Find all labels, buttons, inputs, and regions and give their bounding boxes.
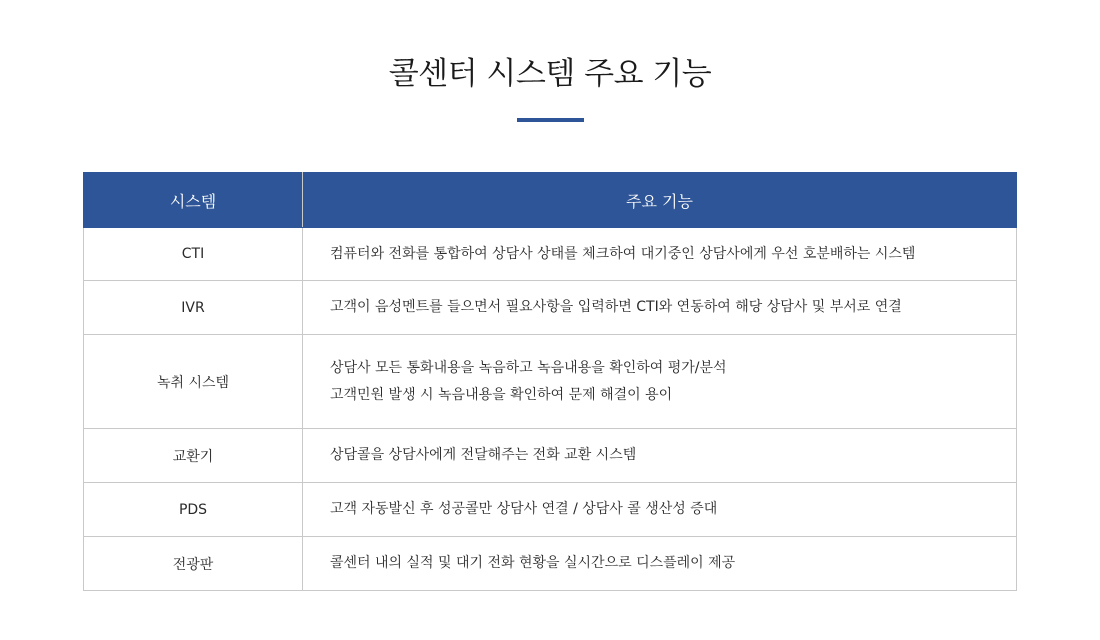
table-row [84,537,1017,591]
system-name-cell: PDS [84,483,303,537]
table-header-row [84,173,1017,228]
feature-cell [303,429,1017,483]
feature-cell [303,281,1017,335]
header-features: 주요 기능 [303,173,1017,228]
feature-cell [303,335,1017,429]
feature-text: 고객 자동발신 후 성공콜만 상담사 연결 / 상담사 콜 생산성 증대 [330,501,718,517]
feature-cell [303,483,1017,537]
feature-text: 고객이 음성멘트를 들으면서 필요사항을 입력하면 CTI와 연동하여 해당 상담사 및 부서로 연결 [330,299,902,315]
system-name-cell: IVR [84,281,303,335]
feature-text: 상담콜을 상담사에게 전달해주는 전화 교환 시스템 [330,447,637,463]
table-row [84,483,1017,537]
title-underline [517,118,584,122]
system-name-cell: 교환기 [84,429,303,483]
system-name-cell: CTI [84,228,303,281]
table-row [84,429,1017,483]
table-row [84,228,1017,281]
table-row [84,281,1017,335]
feature-text: 상담사 모든 통화내용을 녹음하고 녹음내용을 확인하여 평가/분석 [330,359,727,376]
feature-text: 고객민원 발생 시 녹음내용을 확인하여 문제 해결이 용이 [330,386,673,403]
system-name-cell: 전광판 [84,537,303,591]
feature-text: 콜센터 내의 실적 및 대기 전화 현황을 실시간으로 디스플레이 제공 [330,555,736,571]
system-name-cell: 녹취 시스템 [84,335,303,429]
feature-cell [303,537,1017,591]
page-title: 콜센터 시스템 주요 기능 [388,56,712,92]
feature-text: 컴퓨터와 전화를 통합하여 상담사 상태를 체크하여 대기중인 상담사에게 우선 호분배하는 시스템 [330,245,916,262]
table-row [84,335,1017,429]
feature-cell [303,228,1017,281]
header-system: 시스템 [84,173,303,228]
feature-table [83,172,1017,591]
